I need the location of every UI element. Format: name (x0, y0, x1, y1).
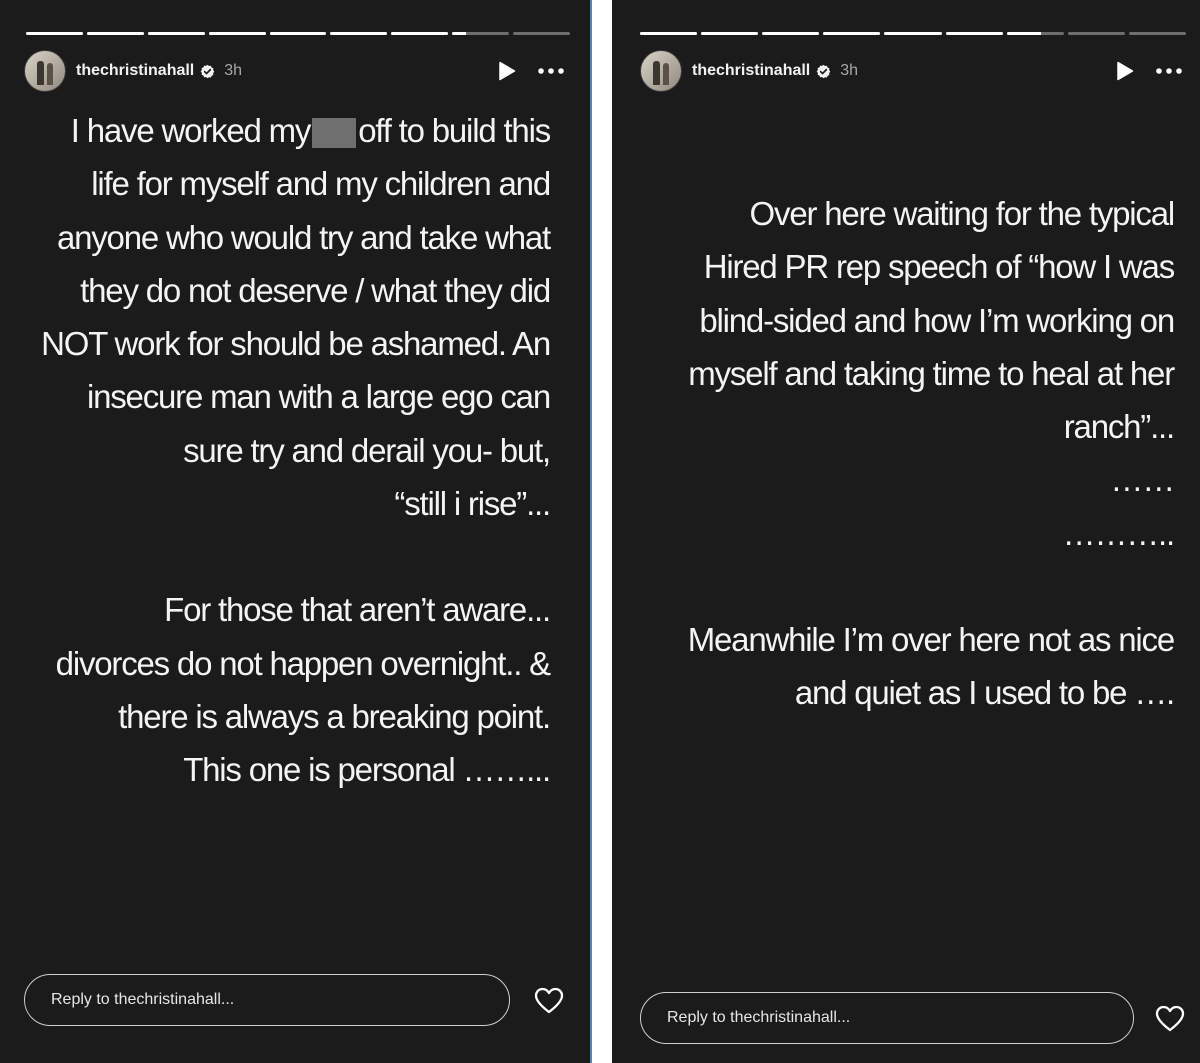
story-line: Hired PR rep speech of “how I was (703, 248, 1174, 286)
more-options-icon[interactable] (1156, 68, 1182, 74)
story-panel-right (612, 0, 1200, 1063)
story-line: anyone who would try and take what (56, 218, 550, 256)
story-line: ranch”... (1063, 408, 1174, 446)
story-text (654, 187, 1174, 720)
story-line: This one is personal ……... (183, 751, 550, 789)
story-line: divorces do not happen overnight.. & (55, 644, 550, 682)
username[interactable]: thechristinahall (692, 62, 811, 79)
panel-divider (590, 0, 612, 1063)
story-line: there is always a breaking point. (118, 697, 550, 735)
story-line: life for myself and my children and (91, 165, 550, 203)
censor-block (312, 118, 356, 148)
progress-segment (452, 32, 509, 35)
story-line: myself and taking time to heal at her (688, 354, 1174, 392)
story-header (24, 50, 564, 92)
story-line: Meanwhile I’m over here not as nice (687, 621, 1174, 659)
reply-placeholder: Reply to thechristinahall... (667, 1009, 851, 1026)
story-panel-left (0, 0, 590, 1063)
more-options-icon[interactable] (538, 68, 564, 74)
story-line: they do not deserve / what they did (80, 271, 550, 309)
progress-segment (330, 32, 387, 35)
reply-input[interactable] (24, 974, 510, 1026)
story-line: NOT work for should be ashamed. An (41, 325, 550, 363)
progress-segment (209, 32, 266, 35)
progress-segment (762, 32, 819, 35)
avatar[interactable] (24, 50, 66, 92)
post-time: 3h (224, 62, 243, 79)
progress-segment (391, 32, 448, 35)
username[interactable]: thechristinahall (76, 62, 195, 79)
progress-segment (87, 32, 144, 35)
heart-icon[interactable] (1155, 1005, 1185, 1032)
story-line: Over here waiting for the typical (749, 195, 1174, 232)
progress-segment (513, 32, 570, 35)
story-line-prefix: I have worked my (70, 112, 311, 149)
progress-segment (640, 32, 697, 35)
story-line: …… (1110, 461, 1174, 499)
progress-segment (701, 32, 758, 35)
story-progress-bar (26, 32, 570, 35)
story-line (30, 104, 550, 157)
reply-bar (640, 992, 1185, 1044)
verified-badge-icon (200, 64, 215, 79)
progress-segment (270, 32, 327, 35)
progress-segment (148, 32, 205, 35)
story-text (30, 104, 550, 797)
progress-segment (26, 32, 83, 35)
story-header (640, 50, 1182, 92)
story-line: For those that aren’t aware... (164, 591, 550, 629)
verified-badge-icon (816, 64, 831, 79)
avatar[interactable] (640, 50, 682, 92)
progress-segment (884, 32, 941, 35)
story-line: “still i rise”... (394, 485, 550, 523)
progress-segment (823, 32, 880, 35)
story-line: sure try and derail you- but, (183, 431, 550, 469)
story-line: ……….. (1062, 514, 1174, 552)
reply-placeholder: Reply to thechristinahall... (51, 991, 235, 1008)
reply-input[interactable] (640, 992, 1134, 1044)
progress-segment (1129, 32, 1186, 35)
reply-bar (24, 974, 564, 1026)
story-line: and quiet as I used to be …. (794, 674, 1174, 712)
heart-icon[interactable] (534, 987, 564, 1014)
story-line-suffix: off to build this (358, 112, 550, 149)
play-icon[interactable] (1116, 61, 1134, 81)
play-icon[interactable] (498, 61, 516, 81)
progress-segment (946, 32, 1003, 35)
post-time: 3h (840, 62, 859, 79)
progress-segment (1068, 32, 1125, 35)
story-line: insecure man with a large ego can (86, 378, 550, 416)
progress-segment (1007, 32, 1064, 35)
story-progress-bar (640, 32, 1186, 35)
story-line: blind-sided and how I’m working on (699, 301, 1174, 339)
